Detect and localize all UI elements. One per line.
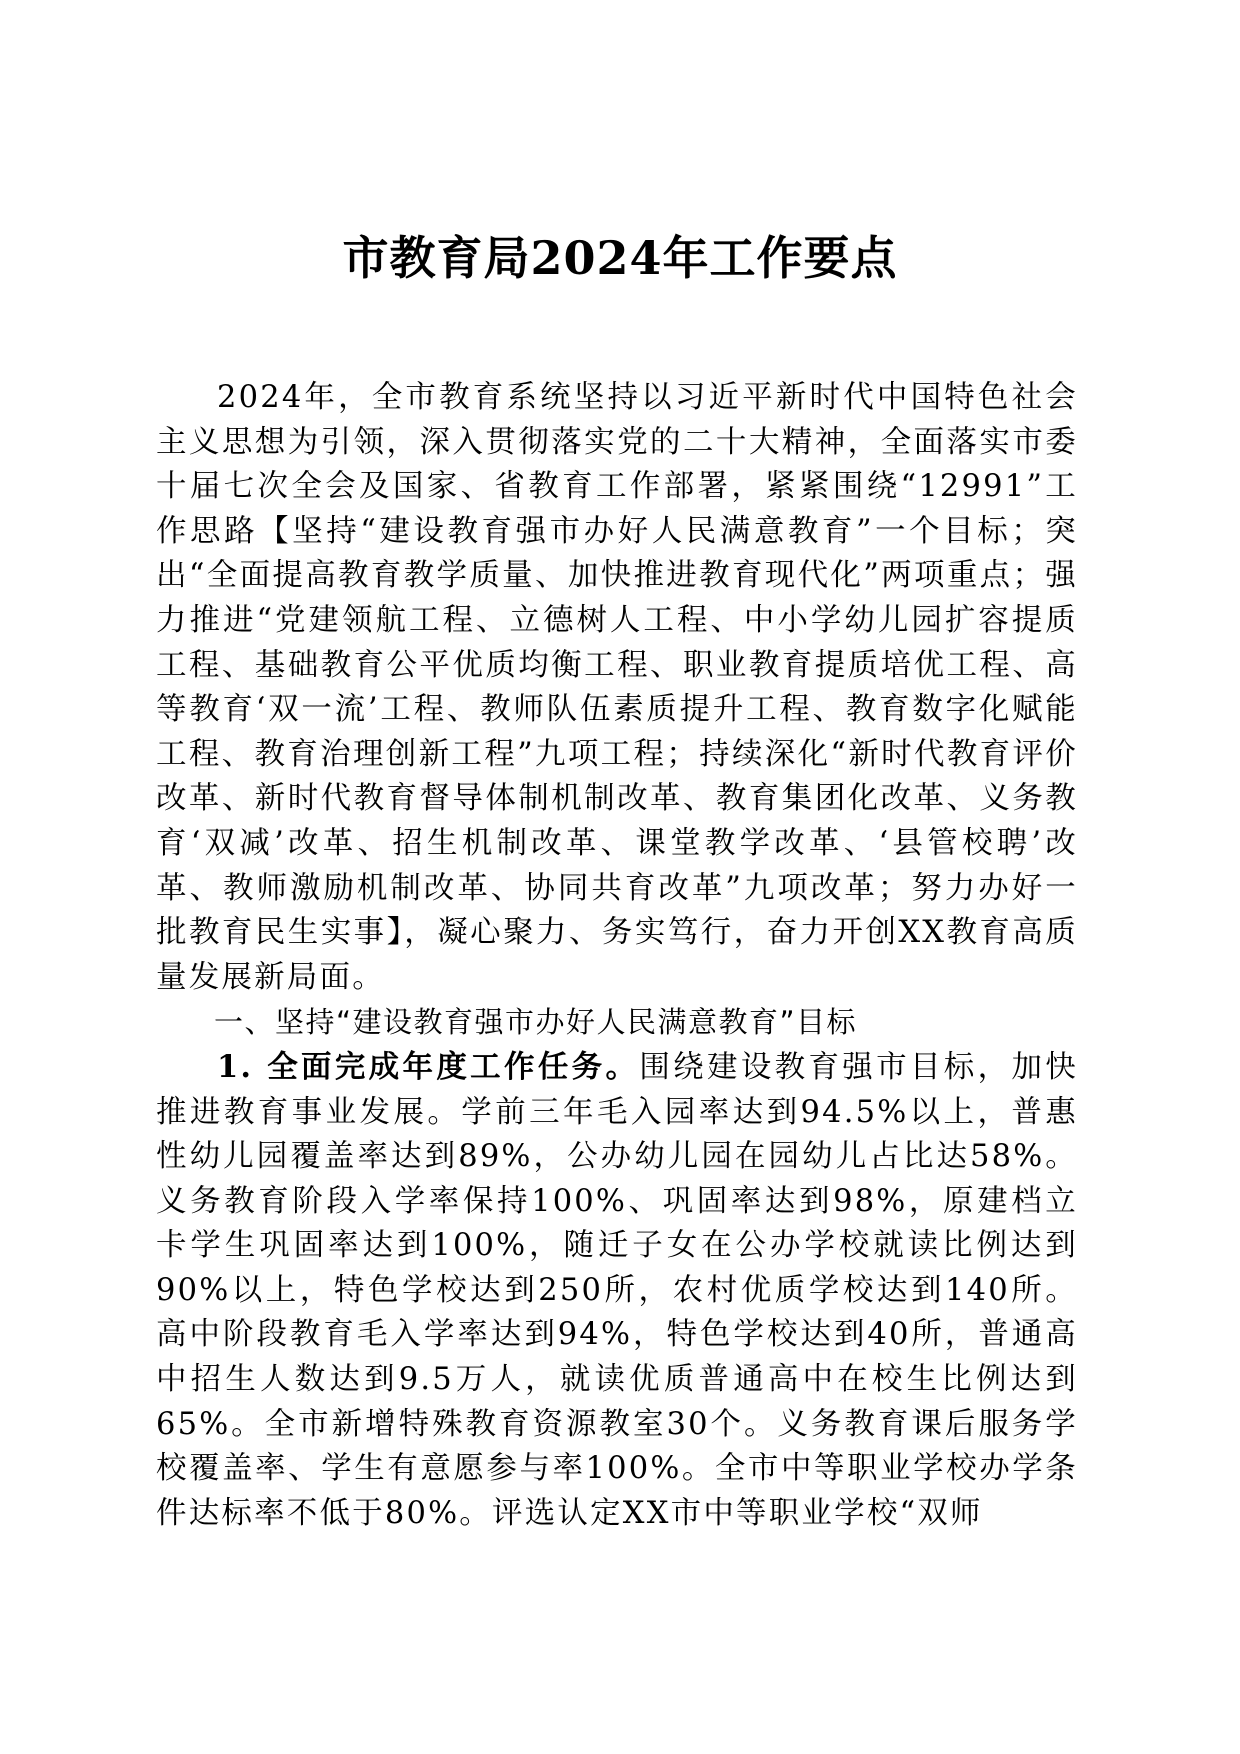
item-text: 围绕建设教育强市目标，加快推进教育事业发展。学前三年毛入园率达到94.5%以上，普惠性幼儿园覆盖率达到89%，公办幼儿园在园幼儿占比达58%。义务教育阶段入学率保持100%、巩固率达到98%，原建档立卡学生巩固率达到100%，随迁子女在公办学校就读比例达到90%以上，特色学校达到250所，农村优质学校达到140所。高中阶段教育毛入学率达到94%，特色学校达到40所，普通高中招生人数达到9.5万人，就读优质普通高中在校生比例达到65%。全市新增特殊教育资源教室30个。义务教育课后服务学校覆盖率、学生有意愿参与率100%。全市中等职业学校办学条件达标率不低于80%。评选认定XX市中等职业学校“双师 bbox=[156, 1049, 1078, 1531]
item-lead: 1. 全面完成年度工作任务。 bbox=[217, 1048, 640, 1085]
section-heading: 一、坚持“建设教育强市办好人民满意教育”目标 bbox=[214, 1005, 858, 1040]
document-body bbox=[156, 376, 1078, 1536]
intro-paragraph: 2024年，全市教育系统坚持以习近平新时代中国特色社会主义思想为引领，深入贯彻落实党的二十大精神，全面落实市委十届七次全会及国家、省教育工作部署，紧紧围绕“12991”工作思路【坚持“建设教育强市办好人民满意教育”一个目标；突出“全面提高教育教学质量、加快推进教育现代化”两项重点；强力推进“党建领航工程、立德树人工程、中小学幼儿园扩容提质工程、基础教育公平优质均衡工程、职业教育提质培优工程、高等教育‘双一流’工程、教师队伍素质提升工程、教育数字化赋能工程、教育治理创新工程”九项工程；持续深化“新时代教育评价改革、新时代教育督导体制机制改革、教育集团化改革、义务教育‘双减’改革、招生机制改革、课堂教学改革、‘县管校聘’改革、教师激励机制改革、协同共育改革”九项改革；努力办好一批教育民生实事】，凝心聚力、务实笃行，奋力开创XX教育高质量发展新局面。 bbox=[156, 380, 1078, 995]
document-title: 市教育局2024年工作要点 bbox=[342, 231, 898, 285]
item-paragraph bbox=[156, 1045, 1078, 1537]
